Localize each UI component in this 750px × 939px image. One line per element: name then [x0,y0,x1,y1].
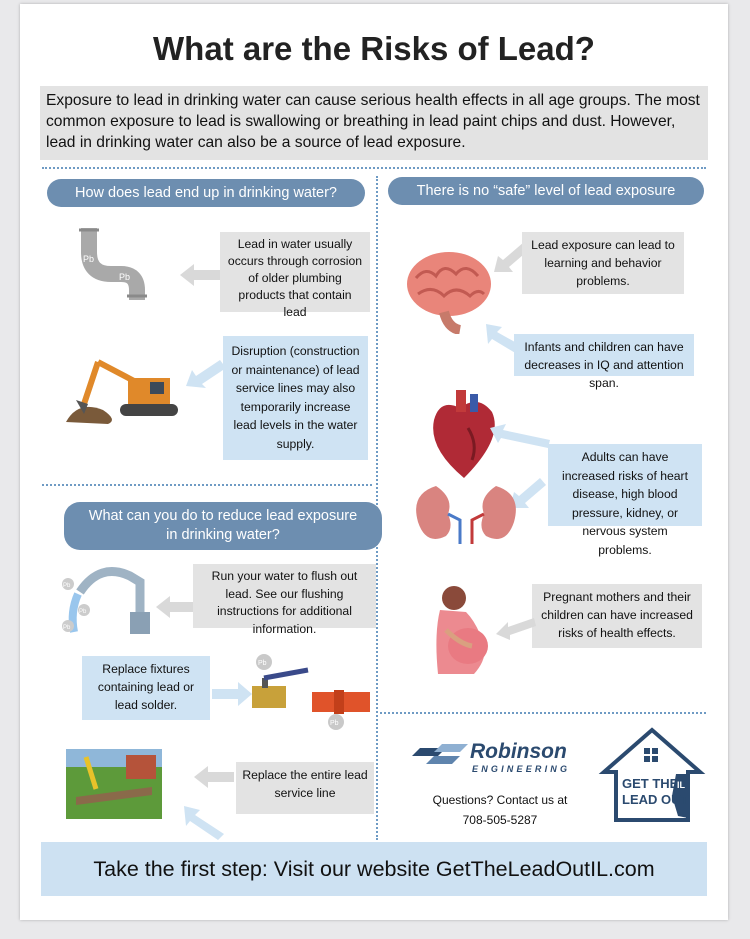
info-pregnant-mothers: Pregnant mothers and their children can have increased risks of health effects. [532,584,702,648]
heading-line-2: in drinking water? [166,527,280,543]
robinson-logo-icon [412,742,468,770]
top-divider [42,167,706,169]
info-iq-attention: Infants and children can have decreases in IQ and attention span. [514,334,694,376]
arrow-left-icon [194,766,234,788]
arrow-right-icon [212,682,252,706]
contact-info [400,790,600,830]
pb-label: Pb [63,583,71,589]
heading-no-safe-level: There is no “safe” level of lead exposure [388,177,704,205]
kidneys-icon [414,484,518,546]
arrow-left-icon [496,618,536,640]
heading-line-1: What can you do to reduce lead exposure [88,508,358,524]
info-replace-fixtures: Replace fixtures containing lead or lead solder. [82,656,210,720]
logo-line-2: LEAD OUT [622,792,689,807]
footer-call-to-action: Take the first step: Visit our website GetTheLeadOutIL.com [41,842,707,896]
pipe-pb-label: Pb [119,272,131,282]
info-adult-risks: Adults can have increased risks of heart disease, high blood pressure, kidney, or nervous system problems. [548,444,702,526]
pb-label: Pb [330,720,339,727]
brand-name: Robinson [470,740,567,763]
infographic-page [20,4,728,920]
brain-icon [404,248,494,334]
brand-subtitle: ENGINEERING [472,764,571,774]
pregnant-woman-icon [416,584,496,676]
arrow-left-icon [180,264,220,286]
get-the-lead-out-logo [598,726,706,826]
left-divider [42,484,372,486]
arrow-left-icon [156,596,196,618]
excavator-icon [58,352,188,427]
pb-label: Pb [79,609,87,615]
faucet-icon [60,562,160,642]
logo-line-1: GET THE [622,776,679,791]
arrow-left-icon [490,424,550,448]
info-learning-behavior: Lead exposure can lead to learning and behavior problems. [522,232,684,294]
info-disruption: Disruption (construction or maintenance) of lead service lines may also temporarily increase lead levels in the water supply. [223,336,368,460]
pipe-pb-label: Pb [83,254,95,264]
heading-how-lead-gets-in: How does lead end up in drinking water? [47,179,365,207]
pb-label: Pb [63,625,71,631]
intro-text: Exposure to lead in drinking water can cause serious health effects in all age groups. The most common exposure to lead is swallowing or breathing in lead paint chips and dust. However, lead in drinking water can also be a source of lead exposure. [40,86,708,160]
info-corrosion: Lead in water usually occurs through corrosion of older plumbing products that contain lead [220,232,370,312]
logo-state: IL [677,780,685,790]
page-title: What are the Risks of Lead? [153,30,595,67]
right-divider [380,712,706,714]
pipe-icon [75,222,150,302]
pb-label: Pb [258,660,267,667]
service-line-icon [66,749,162,819]
contact-line: Questions? Contact us at [432,793,568,807]
info-replace-service-line: Replace the entire lead service line [236,762,374,814]
arrow-up-left-icon [186,358,226,388]
arrow-up-left-icon [184,806,224,840]
valve-icon [248,652,378,732]
info-flush-water: Run your water to flush out lead. See our flushing instructions for additional information. [193,564,376,628]
heading-reduce-exposure [64,502,382,550]
contact-phone: 708-505-5287 [462,813,538,827]
